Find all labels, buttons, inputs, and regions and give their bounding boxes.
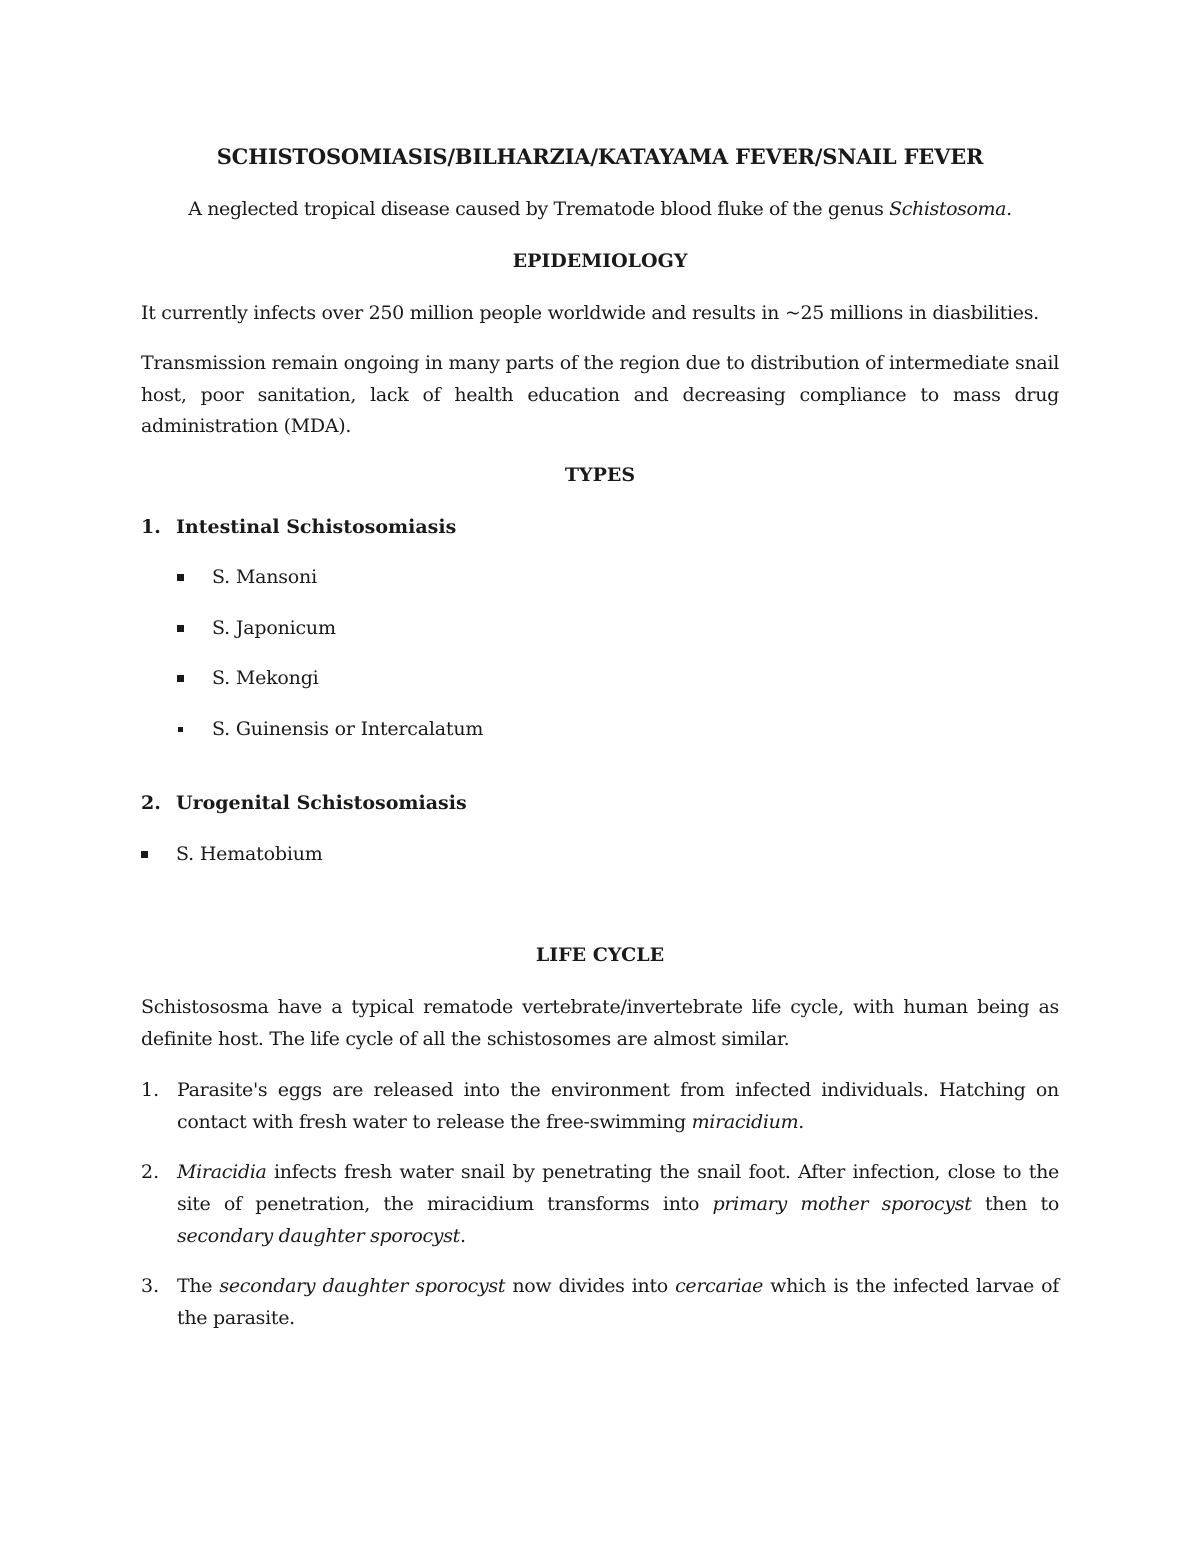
step-text-part: which is the infected larvae of the parasite. bbox=[177, 1275, 1059, 1329]
step-text bbox=[177, 1270, 1059, 1334]
page-title: SCHISTOSOMIASIS/BILHARZIA/KATAYAMA FEVER/SNAIL FEVER bbox=[216, 144, 984, 169]
step-term: miracidium bbox=[691, 1111, 799, 1133]
step-text-part: infects fresh water snail by penetrating the snail foot. After infection, close to the site of penetration, the miracidium transforms into bbox=[177, 1161, 1059, 1215]
epidemiology-para-2: Transmission remain ongoing in many parts of the region due to distribution of intermediate snail host, poor sanitation, lack of health education and decreasing compliance to mass drug administration (MDA). bbox=[141, 352, 1059, 437]
type-group-intestinal bbox=[141, 516, 456, 538]
type-group-number: 2. bbox=[141, 792, 161, 814]
subtitle-text: A neglected tropical disease caused by Trematode blood fluke of the genus bbox=[188, 198, 890, 220]
step-number: 3. bbox=[141, 1275, 160, 1297]
step-term: cercariae bbox=[675, 1275, 764, 1297]
species-name: S. Mansoni bbox=[212, 566, 317, 588]
life-cycle-heading: LIFE CYCLE bbox=[535, 944, 665, 966]
type-group-label: Intestinal Schistosomiasis bbox=[176, 516, 457, 538]
step-term: Miracidia bbox=[177, 1161, 267, 1183]
step-text-part: The bbox=[177, 1275, 220, 1297]
type-group-number: 1. bbox=[141, 516, 161, 538]
step-text-part: now divides into bbox=[505, 1275, 676, 1297]
step-text bbox=[177, 1156, 1059, 1252]
species-name: S. Japonicum bbox=[212, 617, 336, 639]
species-name: S. Hematobium bbox=[176, 843, 323, 865]
type-group-urogenital bbox=[141, 792, 467, 814]
step-text-part: Parasite's eggs are released into the environment from infected individuals. Hatching on contact with fresh water to release the free-swimming bbox=[177, 1079, 1059, 1133]
step-text-part: then to bbox=[971, 1193, 1060, 1215]
epidemiology-heading: EPIDEMIOLOGY bbox=[512, 250, 688, 272]
step-text bbox=[177, 1074, 1059, 1138]
step-term: primary mother sporocyst bbox=[712, 1193, 972, 1215]
epidemiology-para-1: It currently infects over 250 million people worldwide and results in ~25 millions in diasbilities. bbox=[141, 302, 1039, 324]
species-name: S. Mekongi bbox=[212, 667, 319, 689]
square-bullet-icon bbox=[141, 851, 148, 858]
step-term: secondary daughter sporocyst bbox=[219, 1275, 506, 1297]
types-heading: TYPES bbox=[564, 464, 636, 486]
step-text-part: . bbox=[460, 1225, 466, 1247]
step-text-part: . bbox=[798, 1111, 805, 1133]
type-group-label: Urogenital Schistosomiasis bbox=[176, 792, 467, 814]
square-bullet-icon bbox=[177, 574, 184, 581]
step-number: 1. bbox=[141, 1079, 160, 1101]
subtitle-end: . bbox=[1006, 198, 1012, 220]
square-bullet-icon bbox=[177, 625, 184, 632]
subtitle bbox=[140, 198, 1060, 220]
species-name: S. Guinensis or Intercalatum bbox=[212, 718, 484, 740]
square-bullet-icon bbox=[177, 675, 184, 682]
subtitle-genus: Schistosoma bbox=[889, 198, 1007, 220]
step-term: secondary daughter sporocyst bbox=[177, 1225, 461, 1247]
square-bullet-icon bbox=[178, 727, 183, 732]
step-number: 2. bbox=[141, 1161, 160, 1183]
life-cycle-intro: Schistososma have a typical rematode vertebrate/invertebrate life cycle, with human being as definite host. The life cycle of all the schistosomes are almost similar. bbox=[141, 996, 1059, 1050]
